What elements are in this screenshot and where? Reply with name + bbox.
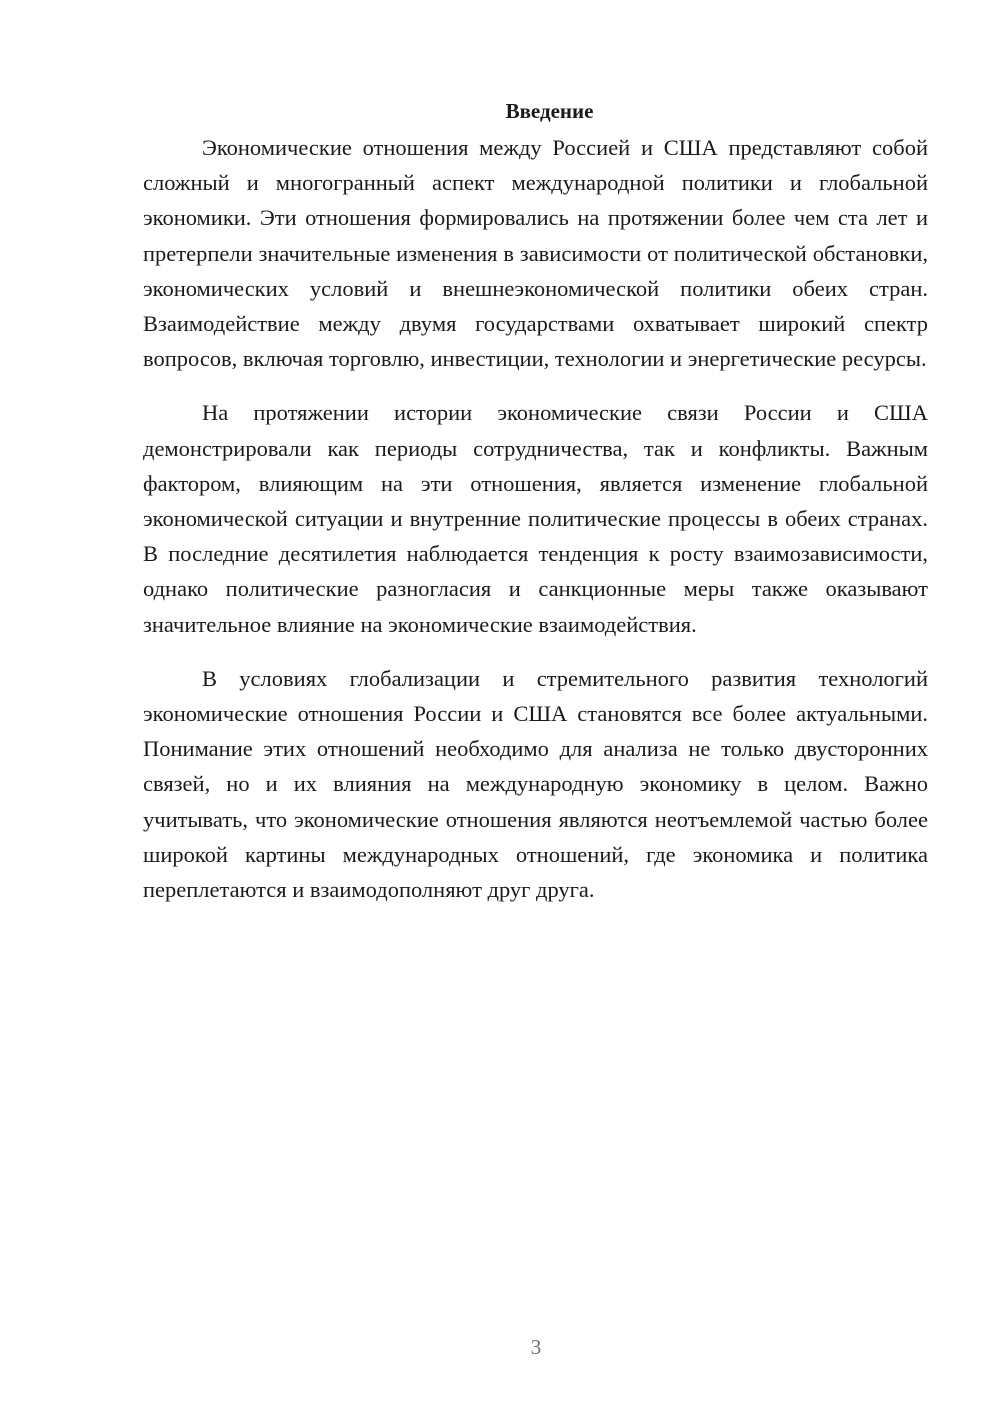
section-title: Введение — [505, 99, 594, 123]
paragraph-2: На протяжении истории экономические связи России и США демонстрировали как периоды сотрудничества, так и конфликты. Важным фактором, влияющим на эти отношения, является изменение глобальной экономической ситуации и внутренние политические процессы в обеих странах. В последние десятилетия наблюдается тенденция к росту взаимозависимости, однако политические разногласия и санкционные меры также оказывают значительное влияние на экономические взаимодействия. — [143, 400, 928, 637]
page-content — [143, 96, 928, 907]
paragraph-1: Экономические отношения между Россией и США представляют собой сложный и многогранный аспект международной политики и глобальной экономики. Эти отношения формировались на протяжении более чем ста лет и претерпели значительные изменения в зависимости от политической обстановки, экономических условий и внешнеэкономической политики обеих стран. Взаимодействие между двумя государствами охватывает широкий спектр вопросов, включая торговлю, инвестиции, технологии и энергетические ресурсы. — [143, 135, 928, 372]
page-number: 3 — [530, 1335, 542, 1359]
paragraph-3: В условиях глобализации и стремительного развития технологий экономические отношения России и США становятся все более актуальными. Понимание этих отношений необходимо для анализа не только двусторонних связей, но и их влияния на международную экономику в целом. Важно учитывать, что экономические отношения являются неотъемлемой частью более широкой картины международных отношений, где экономика и политика переплетаются и взаимодополняют друг друга. — [143, 665, 928, 903]
